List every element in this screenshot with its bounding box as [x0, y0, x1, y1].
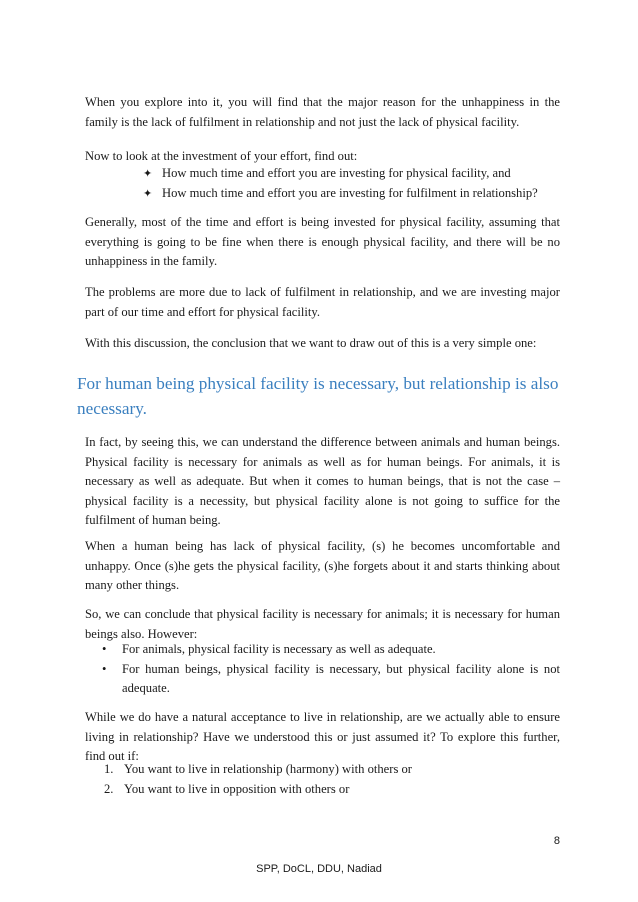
page-number: 8 — [553, 835, 560, 847]
list-number: 2. — [104, 781, 114, 796]
star-bullet-icon: ✦ — [143, 167, 153, 180]
paragraph-animals-humans: In fact, by seeing this, we can understand the difference between animals and human beings. Physical facility is necessary for animals as well as for human beings. For animals, it is necessary as well as adequate. But when it comes to human beings, that is not the case – physical facility is a necessity, but physical facility alone is not going to suffice for the fulfilment of human being. — [85, 435, 560, 528]
bullet-list — [102, 640, 560, 699]
section-heading: For human being physical facility is necessary, but relationship is also necessary. — [77, 374, 559, 418]
bullet-icon: • — [102, 642, 107, 656]
paragraph-conclude: So, we can conclude that physical facility is necessary for animals; it is necessary for human beings also. However: — [85, 607, 560, 641]
paragraph-investment-intro: Now to look at the investment of your effort, find out: — [85, 149, 358, 163]
page-footer: SPP, DoCL, DDU, Nadiad — [256, 863, 382, 875]
star-list — [143, 164, 538, 203]
list-item: 1. You want to live in relationship (harmony) with others or — [104, 760, 412, 780]
list-item: ✦ How much time and effort you are investing for fulfilment in relationship? — [143, 184, 538, 204]
paragraph-time-effort: Generally, most of the time and effort is being invested for physical facility, assuming that everything is going to be fine when there is enough physical facility, and there will be no unhappiness in the family. — [85, 215, 560, 269]
paragraph-unhappiness-reason: When you explore into it, you will find that the major reason for the unhappiness in the family is the lack of fulfilment in relationship and not just the lack of physical facility. — [85, 95, 560, 129]
bullet-icon: • — [102, 661, 107, 676]
paragraph-natural-acceptance: While we do have a natural acceptance to live in relationship, are we actually able to ensure living in relationship? Have we understood this or just assumed it? To explore this further, find out if: — [85, 710, 560, 764]
list-item: ✦ How much time and effort you are investing for physical facility, and — [143, 164, 538, 184]
paragraph-problems: The problems are more due to lack of fulfilment in relationship, and we are investing major part of our time and effort for physical facility. — [85, 285, 560, 319]
star-bullet-icon: ✦ — [143, 186, 153, 200]
numbered-list — [104, 760, 412, 799]
paragraph-conclusion-intro: With this discussion, the conclusion that we want to draw out of this is a very simple one: — [85, 336, 537, 350]
list-number: 1. — [104, 762, 114, 776]
list-item: 2. You want to live in opposition with others or — [104, 780, 412, 800]
list-item: • For human beings, physical facility is necessary, but physical facility alone is not adequate. — [102, 661, 560, 696]
paragraph-lack-facility: When a human being has lack of physical facility, (s) he becomes uncomfortable and unhappy. Once (s)he gets the physical facility, (s)he forgets about it and starts thinking about many other things. — [85, 539, 560, 593]
list-item: • For animals, physical facility is necessary as well as adequate. — [102, 640, 560, 660]
